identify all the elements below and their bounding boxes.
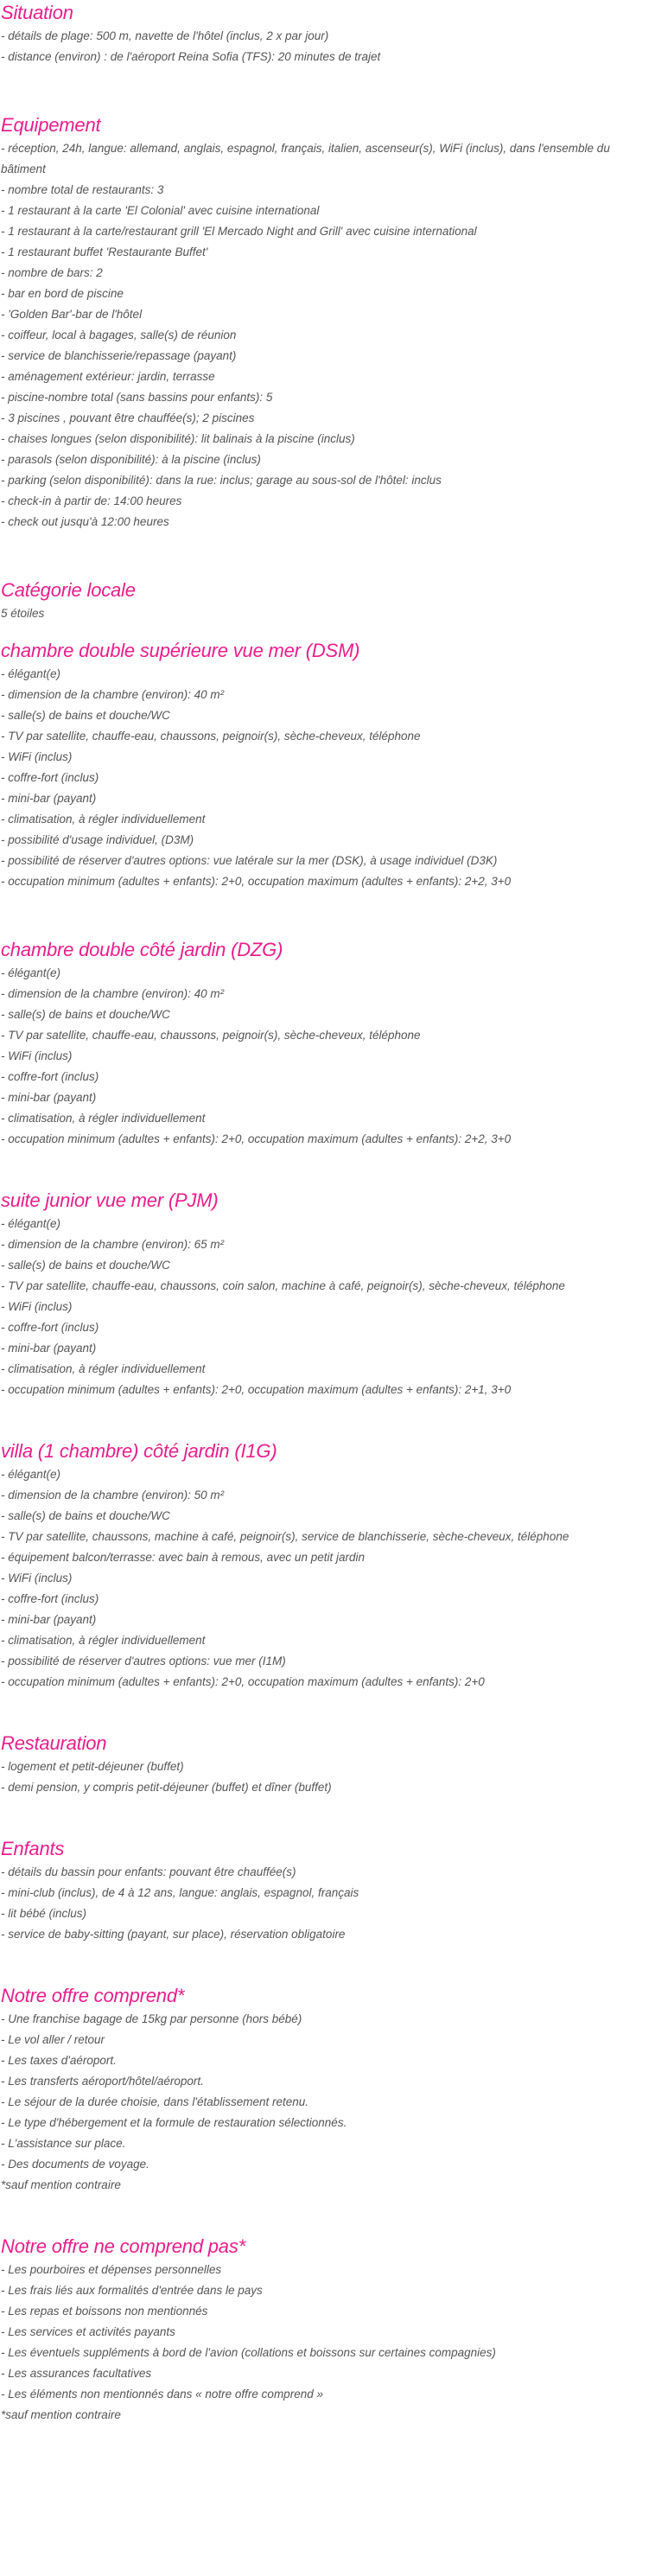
line-item: - 1 restaurant buffet 'Restaurante Buffet' <box>1 245 208 258</box>
line-item: - climatisation, à régler individuellement <box>1 1634 206 1647</box>
line-item: - Le vol aller / retour <box>1 2033 105 2046</box>
line-item: - détails du bassin pour enfants: pouvant être chauffée(s) <box>1 1865 296 1878</box>
line-item: - check out jusqu'à 12:00 heures <box>1 515 169 528</box>
line-item: - Les pourboires et dépenses personnelles <box>1 2263 222 2276</box>
line-item: - logement et petit-déjeuner (buffet) <box>1 1760 184 1773</box>
section-title: Notre offre ne comprend pas* <box>1 2235 245 2257</box>
section-situation <box>1 0 653 67</box>
line-item: - mini-bar (payant) <box>1 1613 97 1626</box>
line-item: - chaises longues (selon disponibilité): lit balinais à la piscine (inclus) <box>1 432 355 445</box>
line-item: - élégant(e) <box>1 667 61 680</box>
line-item: - dimension de la chambre (environ): 40 m² <box>1 688 225 701</box>
footnote: *sauf mention contraire <box>1 2408 121 2421</box>
section-title: Enfants <box>1 1838 65 1859</box>
line-item: - L'assistance sur place. <box>1 2137 126 2150</box>
line-item: - coffre-fort (inclus) <box>1 1321 99 1334</box>
line-item: - possibilité de réserver d'autres options: vue mer (I1M) <box>1 1655 286 1667</box>
line-item: - Des documents de voyage. <box>1 2158 149 2171</box>
line-item: - WiFi (inclus) <box>1 750 73 763</box>
line-item: - Les transferts aéroport/hôtel/aéroport. <box>1 2075 204 2088</box>
section-lines <box>1 603 653 624</box>
section-offre-comprend <box>1 1983 653 2196</box>
line-item: - élégant(e) <box>1 1468 61 1481</box>
line-item: - occupation minimum (adultes + enfants): 2+0, occupation maximum (adultes + enfants): 2+1, 3+0 <box>1 1383 512 1396</box>
line-item: - élégant(e) <box>1 1217 61 1230</box>
line-item: - élégant(e) <box>1 966 61 979</box>
line-item: - mini-bar (payant) <box>1 1091 97 1104</box>
line-item: - nombre total de restaurants: 3 <box>1 183 164 196</box>
section-title: Catégorie locale <box>1 579 136 601</box>
line-item: - salle(s) de bains et douche/WC <box>1 1259 170 1272</box>
line-item: - Les repas et boissons non mentionnés <box>1 2305 208 2318</box>
line-item: - aménagement extérieur: jardin, terrasse <box>1 370 215 383</box>
section-title: chambre double supérieure vue mer (DSM) <box>1 640 360 661</box>
line-item: - équipement balcon/terrasse: avec bain à remous, avec un petit jardin <box>1 1551 365 1564</box>
line-item: - Les éléments non mentionnés dans « notre offre comprend » <box>1 2388 323 2401</box>
line-item: - Les frais liés aux formalités d'entrée dans le pays <box>1 2284 263 2297</box>
line-item: - mini-club (inclus), de 4 à 12 ans, langue: anglais, espagnol, français <box>1 1886 359 1899</box>
line-item: - salle(s) de bains et douche/WC <box>1 1008 170 1021</box>
line-item: - détails de plage: 500 m, navette de l'hôtel (inclus, 2 x par jour) <box>1 29 329 42</box>
line-item: 5 étoiles <box>1 607 45 620</box>
line-item: - demi pension, y compris petit-déjeuner (buffet) et dîner (buffet) <box>1 1781 332 1794</box>
section-room-i1g <box>1 1438 653 1693</box>
line-item: - salle(s) de bains et douche/WC <box>1 1509 170 1522</box>
section-title: Equipement <box>1 114 101 136</box>
line-item: - TV par satellite, chauffe-eau, chaussons, peignoir(s), sèche-cheveux, téléphone <box>1 1029 421 1042</box>
line-item: - climatisation, à régler individuellement <box>1 1362 206 1375</box>
line-item: - mini-bar (payant) <box>1 1342 97 1355</box>
line-item: - coiffeur, local à bagages, salle(s) de réunion <box>1 328 237 341</box>
line-item: - Une franchise bagage de 15kg par personne (hors bébé) <box>1 2012 302 2025</box>
line-item: - WiFi (inclus) <box>1 1572 73 1584</box>
line-item: - coffre-fort (inclus) <box>1 771 99 784</box>
line-item: - service de baby-sitting (payant, sur place), réservation obligatoire <box>1 1928 346 1941</box>
section-lines <box>1 1214 653 1400</box>
line-item: - WiFi (inclus) <box>1 1049 73 1062</box>
section-categorie-locale <box>1 577 653 624</box>
line-item: - coffre-fort (inclus) <box>1 1592 99 1605</box>
line-item: - dimension de la chambre (environ): 65 m² <box>1 1238 225 1251</box>
section-room-pjm <box>1 1188 653 1400</box>
section-lines <box>1 963 653 1150</box>
section-lines <box>1 664 653 892</box>
section-lines <box>1 2009 653 2196</box>
section-title: Restauration <box>1 1732 107 1754</box>
section-equipement <box>1 112 653 532</box>
line-item: - check-in à partir de: 14:00 heures <box>1 494 182 507</box>
line-item: - coffre-fort (inclus) <box>1 1070 99 1083</box>
section-lines <box>1 26 653 67</box>
line-item: - TV par satellite, chauffe-eau, chaussons, coin salon, machine à café, peignoir(s), sèche-cheveux, téléphone <box>1 1279 565 1292</box>
footnote: *sauf mention contraire <box>1 2178 121 2191</box>
section-title: Notre offre comprend* <box>1 1985 185 2006</box>
line-item: - 'Golden Bar'-bar de l'hôtel <box>1 308 143 321</box>
line-item: - lit bébé (inclus) <box>1 1907 87 1920</box>
line-item: - occupation minimum (adultes + enfants): 2+0, occupation maximum (adultes + enfants): 2+0 <box>1 1675 485 1688</box>
section-lines <box>1 1464 653 1693</box>
section-enfants <box>1 1836 653 1945</box>
line-item: - climatisation, à régler individuellement <box>1 1112 206 1125</box>
line-item: - réception, 24h, langue: allemand, anglais, espagnol, français, italien, ascenseur(s), WiFi (inclus), dans l'ensemble du bâtiment <box>1 142 610 175</box>
line-item: - mini-bar (payant) <box>1 792 97 805</box>
line-item: - 1 restaurant à la carte 'El Colonial' avec cuisine international <box>1 204 320 217</box>
section-title: suite junior vue mer (PJM) <box>1 1189 219 1211</box>
line-item: - occupation minimum (adultes + enfants): 2+0, occupation maximum (adultes + enfants): 2+2, 3+0 <box>1 1132 512 1145</box>
line-item: - Les éventuels suppléments à bord de l'avion (collations et boissons sur certaines compagnies) <box>1 2346 496 2359</box>
line-item: - bar en bord de piscine <box>1 287 124 300</box>
section-room-dzg <box>1 937 653 1150</box>
line-item: - 3 piscines , pouvant être chauffée(s); 2 piscines <box>1 411 255 424</box>
section-lines <box>1 1757 653 1798</box>
line-item: - piscine-nombre total (sans bassins pour enfants): 5 <box>1 391 273 404</box>
line-item: - possibilité de réserver d'autres options: vue latérale sur la mer (DSK), à usage individuel (D3K) <box>1 854 498 867</box>
line-item: - TV par satellite, chauffe-eau, chaussons, peignoir(s), sèche-cheveux, téléphone <box>1 730 421 743</box>
line-item: - distance (environ) : de l'aéroport Reina Sofia (TFS): 20 minutes de trajet <box>1 50 381 63</box>
line-item: - possibilité d'usage individuel, (D3M) <box>1 833 194 846</box>
line-item: - occupation minimum (adultes + enfants): 2+0, occupation maximum (adultes + enfants): 2+2, 3+0 <box>1 875 512 888</box>
line-item: - nombre de bars: 2 <box>1 266 103 279</box>
line-item: - WiFi (inclus) <box>1 1300 73 1313</box>
section-offre-ne-comprend-pas <box>1 2234 653 2426</box>
line-item: - dimension de la chambre (environ): 50 m² <box>1 1489 225 1502</box>
line-item: - parasols (selon disponibilité): à la piscine (inclus) <box>1 453 261 466</box>
section-lines <box>1 2260 653 2426</box>
line-item: - Les services et activités payants <box>1 2325 175 2338</box>
line-item: - climatisation, à régler individuellement <box>1 813 206 826</box>
section-lines <box>1 138 653 532</box>
line-item: - parking (selon disponibilité): dans la rue: inclus; garage au sous-sol de l'hôtel: inclus <box>1 474 442 487</box>
section-room-dsm <box>1 638 653 892</box>
line-item: - dimension de la chambre (environ): 40 m² <box>1 987 225 1000</box>
section-title: villa (1 chambre) côté jardin (I1G) <box>1 1440 277 1462</box>
line-item: - TV par satellite, chaussons, machine à café, peignoir(s), service de blanchisserie, sèche-cheveux, téléphone <box>1 1530 569 1543</box>
line-item: - Les assurances facultatives <box>1 2367 152 2380</box>
section-title: chambre double côté jardin (DZG) <box>1 939 283 960</box>
line-item: - Le séjour de la durée choisie, dans l'établissement retenu. <box>1 2095 309 2108</box>
line-item: - salle(s) de bains et douche/WC <box>1 709 170 722</box>
line-item: - service de blanchisserie/repassage (payant) <box>1 349 237 362</box>
section-title: Situation <box>1 2 73 23</box>
line-item: - 1 restaurant à la carte/restaurant grill 'El Mercado Night and Grill' avec cuisine international <box>1 225 477 238</box>
section-restauration <box>1 1731 653 1798</box>
section-lines <box>1 1862 653 1945</box>
line-item: - Les taxes d'aéroport. <box>1 2054 117 2067</box>
line-item: - Le type d'hébergement et la formule de restauration sélectionnés. <box>1 2116 347 2129</box>
